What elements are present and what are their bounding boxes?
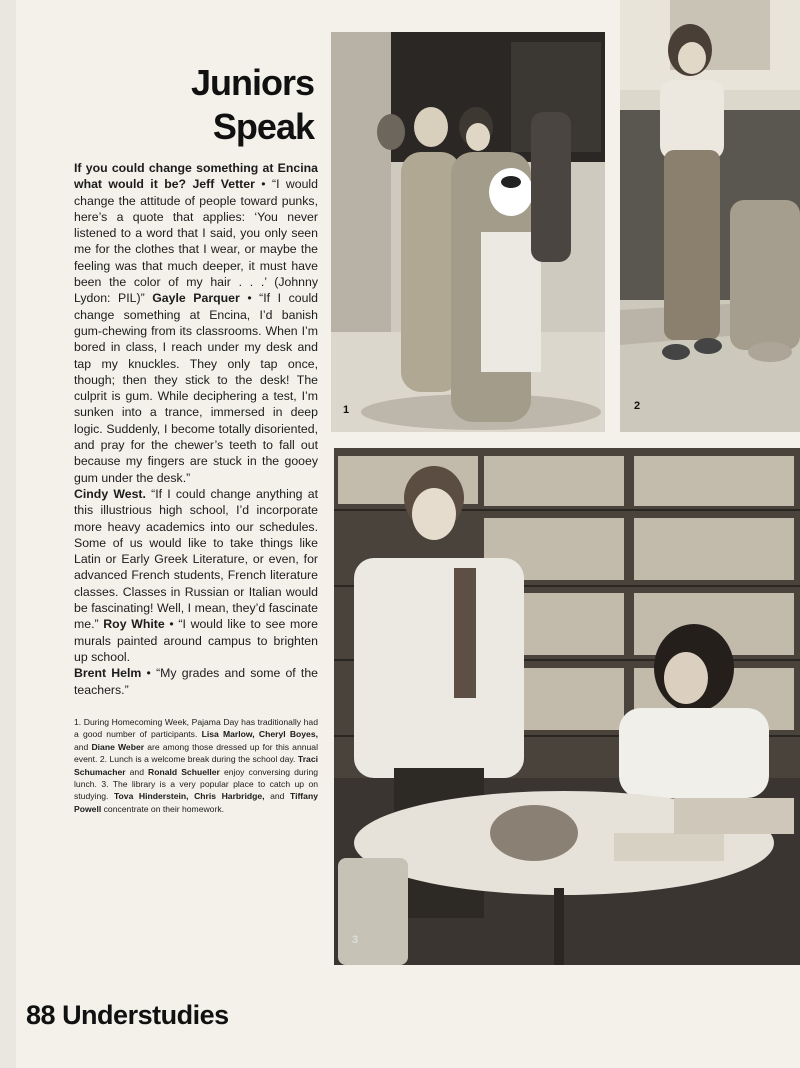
speaker-name: Jeff Vetter bbox=[192, 177, 255, 192]
heading-line-1: Juniors bbox=[190, 62, 314, 103]
photo-library-image bbox=[334, 448, 800, 965]
photo-number: 3 bbox=[352, 934, 359, 946]
caption-names: Tova Hinderstein, Chris Harbridge, bbox=[113, 791, 265, 802]
caption-text: concentrate on their homework. bbox=[103, 803, 225, 814]
heading-line-2: Speak bbox=[212, 106, 314, 147]
photo-library bbox=[334, 448, 800, 965]
question-lead: If you could change something at Encina what would it be? bbox=[74, 161, 318, 192]
speaker-name: Brent Helm bbox=[74, 666, 142, 681]
photo-number: 2 bbox=[634, 400, 641, 412]
caption-names: Diane Weber bbox=[91, 741, 145, 752]
photo-lunch-image bbox=[620, 0, 800, 432]
caption-text: and bbox=[74, 741, 89, 752]
quote-text: “If I could change something at Encina, I’d banish gum-chewing from its classrooms. When I’m bored in class, I reach under my desk and tap my knuckles. They only tap once, though; then they stick to the desk! The culprit is gum. While deciphering a test, I’m sunken into a trance, immersed in deep logic. Suddenly, I become totally disoriented, and pray for the chewer’s teeth to fall out because my fingers are stuck in the gooey gum under the desk.” bbox=[74, 291, 319, 485]
caption-names: Tiffany Powell bbox=[74, 791, 318, 814]
page-footer bbox=[26, 1000, 229, 1031]
article-body bbox=[74, 160, 318, 698]
photo-pajama-day-image bbox=[331, 32, 605, 432]
speaker-name: Roy White bbox=[103, 617, 165, 632]
article-paragraph: If you could change something at Encina what would it be? Jeff Vetter • “I would change the attitude of people toward punks, here’s a quote that applies: ‘You never listened to a word that I said, you only seen me for the clothes that I wear, or maybe the feeling was that much deeper, it must have been the color of my hair . . .’ (Johnny Lydon: PIL)” Gayle Parquer • “If I could change something at Encina, I’d banish gum-chewing from its classrooms. When I’m bored in class, I reach under my desk and tap my knuckles. They only tap once, though; then they stick to the desk! The culprit is gum. While deciphering a test, I’m sunken into a trance, immersed in deep logic. Suddenly, I become totally disoriented, and pray for the chewer’s teeth to fall out because my fingers are stuck in the gooey gum under the desk.” bbox=[74, 161, 319, 485]
quote-text: “I would like to see more murals painted around campus to brighten up school. bbox=[74, 617, 318, 664]
quote-text: “If I could change anything at this illustrious high school, I’d incorporate more heavy academics into our schedules. Some of us would like to take things like Latin or Early Greek Literature, or even, for advanced French students, French literature classes. Classes in Russian or Italian would be fascinating! Well, I mean, they’d fascinate me.” bbox=[74, 486, 318, 632]
article-paragraph: Brent Helm • “My grades and some of the teachers.” bbox=[74, 666, 319, 697]
article-paragraph: Cindy West. “If I could change anything at this illustrious high school, I’d incorporate more heavy academics into our schedules. Some of us would like to take things like Latin or Early Greek Literature, or even, for advanced French students, French literature classes. Classes in Russian or Italian would be fascinating! Well, I mean, they’d fascinate me.” Roy White • “I would like to see more murals painted around campus to brighten up school. bbox=[74, 486, 318, 664]
photo-number: 1 bbox=[343, 404, 350, 416]
speaker-name: Cindy West. bbox=[74, 486, 146, 501]
section-title: Understudies bbox=[62, 1000, 229, 1030]
caption-names: Lisa Marlow, Cheryl Boyes, bbox=[201, 729, 319, 740]
caption-text: and bbox=[129, 766, 144, 777]
page-edge bbox=[0, 0, 16, 1068]
caption-names: Ronald Schueller bbox=[148, 766, 220, 777]
photo-lunch bbox=[620, 0, 800, 432]
page-number: 88 bbox=[26, 1000, 56, 1030]
photo-pajama-day bbox=[331, 32, 605, 432]
caption-text: enjoy conversing during lunch. 3. The library is a very popular place to catch up on studying. bbox=[74, 766, 319, 802]
caption-text: are among those dressed up for this annual event. 2. Lunch is a welcome break during the school day. bbox=[74, 741, 318, 765]
speaker-name: Gayle Parquer bbox=[152, 291, 240, 306]
caption-names: Traci Schumacher bbox=[74, 754, 318, 777]
quote-text: “My grades and some of the teachers.” bbox=[74, 666, 319, 697]
photo-caption bbox=[74, 716, 318, 815]
caption-text: 1. During Homecoming Week, Pajama Day has traditionally had a good number of participants. bbox=[74, 717, 318, 740]
quote-text: “I would change the attitude of people toward punks, here’s a quote that applies: ‘You never listened to a word that I said, you only seen me for the clothes that I wear, or maybe the feeling was that much deeper, it must have been the color of my hair . . .’ (Johnny Lydon: PIL)” bbox=[74, 177, 318, 306]
caption-text: and bbox=[270, 791, 285, 802]
